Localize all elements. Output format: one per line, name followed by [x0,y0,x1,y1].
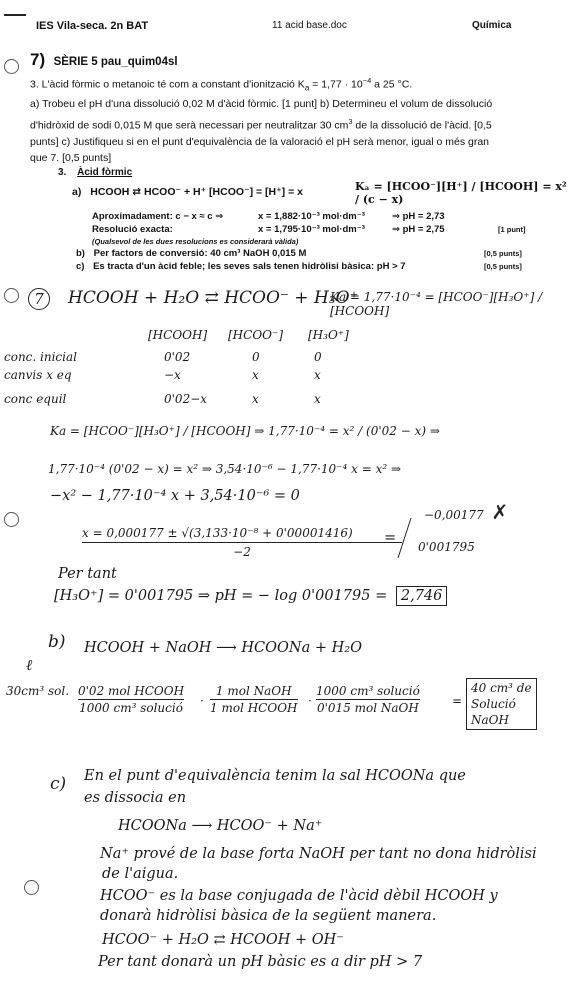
hw-root-positive: 0'001795 [418,540,475,554]
statement-line: que 7. [0,5 punts] [30,152,112,165]
hw-question-number: 7 [28,288,50,310]
header-subject: Química [472,20,512,31]
hw-part-c-line: Per tant donarà un pH bàsic es a dir pH > 7 [98,954,423,970]
ka-formula: Kₐ = [HCOO⁻][H⁺] / [HCOOH] = x² / (c − x) [355,180,567,206]
question-title: SÈRIE 5 pau_quim04sl [53,56,178,68]
hw-ka-expression: Ka = [HCOO⁻][H₃O⁺] / [HCOOH] ⇒ 1,77·10⁻⁴ = x² / (0'02 − x) ⇒ [50,424,440,438]
hw-equation: HCOOH + H₂O ⇄ HCOO⁻ + H₃O⁺ [68,288,359,308]
solution-heading: 3. Àcid fòrmic [58,167,133,178]
ph-result-box: 2,746 [396,586,448,606]
hw-table-row: conc equil 0'02−x x x [4,392,321,406]
question-statement [30,74,545,166]
hw-part-b-result: 40 cm³ de Solució NaOH [466,678,537,730]
hw-factor: 1 mol NaOH 1 mol HCOOH [210,684,298,715]
hw-part-c-line: HCOO⁻ + H₂O ⇄ HCOOH + OH⁻ [102,932,344,948]
hw-table-row: conc. inicial 0'02 0 0 [4,350,322,364]
question-number: 7) [30,50,46,69]
hw-part-b-label: b) [48,632,66,652]
hw-root-negative: −0,00177 ✗ [424,500,509,524]
solution-c-row: c) Es tracta d'un àcid feble; les seves sals tenen hidròlisi bàsica: pH > 7 [0,5 punts] [76,261,522,272]
hw-table-header: [HCOOH] [HCOO⁻] [H₃O⁺] [148,328,349,342]
header-school: IES Vila-seca. 2n BAT [36,20,149,32]
question-title-row [30,50,178,70]
hw-dot: · [200,694,204,708]
hw-part-c-line: HCOONa ⟶ HCOO⁻ + Na⁺ [118,818,323,834]
hw-part-c-label: c) [50,774,67,794]
hw-part-b-start: 30cm³ sol. [6,684,70,698]
hw-ph-calc: [H₃O⁺] = 0'001795 ⇒ pH = − log 0'001795 = 2,746 [54,588,447,604]
hw-pertant: Per tant [58,566,117,582]
hw-part-c-line: En el punt d'equivalència tenim la sal HCOONa que [84,768,466,784]
hw-part-c-line: HCOO⁻ es la base conjugada de l'àcid dèbil HCOOH y [100,888,498,904]
punch-hole [4,288,19,303]
exact-row: Resolució exacta: x = 1,795·10⁻³ mol·dm⁻³ ⇒ pH = 2,75 [1 punt] [92,224,526,235]
hw-squiggle: ℓ [26,656,33,674]
statement-line: d'hidròxid de sodi 0,015 M que serà necessari per neutralitzar 30 $cm^3$ de la dissolució de l'àcid. [0,5 [30,116,492,132]
hw-dot: · [308,694,312,708]
statement-line: punts] c) Justifiqueu si en el punt d'equivalència de la valoració el pH serà menor, igual o més gran [30,135,490,148]
approx-row: Aproximadament: c − x ≈ c ⇒ x = 1,882·10⁻³ mol·dm⁻³ ⇒ pH = 2,73 [92,211,445,222]
statement-line: 3. L'àcid fòrmic o metanoic té com a constant d'ionització $K_a = 1,77 \cdot 10^{-4}$ a 25 °C. [30,76,413,93]
solution-a-row: a) HCOOH ⇄ HCOO⁻ + H⁺ [HCOO⁻] = [H⁺] = x [72,186,303,198]
hw-ka: Ka = 1,77·10⁻⁴ = [HCOO⁻][H₃O⁺] / [HCOOH] [330,290,543,318]
punch-hole [4,512,19,527]
hw-factor: 0'02 mol HCOOH 1000 cm³ solució [78,684,185,715]
solution-b-row: b) Per factors de conversió: 40 cm³ NaOH 0,015 M [0,5 punts] [76,248,522,259]
solution-note: (Qualsevol de les dues resolucions es considerarà vàlida) [92,237,299,246]
statement-line: a) Trobeu el pH d'una dissolució 0,02 M d'àcid fòrmic. [1 punt] b) Determineu el volum de dissolució [30,98,493,111]
hw-quadratic-formula: x = 0,000177 ± √(3,133·10⁻⁸ + 0'00001416) −2 [82,526,402,559]
hw-equation-step: 1,77·10⁻⁴ (0'02 − x) = x² ⇒ 3,54·10⁻⁶ − 1,77·10⁻⁴ x = x² ⇒ [48,462,402,476]
punch-hole [24,880,39,895]
hw-equals: = [452,694,463,708]
hw-part-c-line: es dissocia en [84,790,187,806]
hw-part-c-line: de l'aigua. [102,866,179,882]
punch-hole [4,59,19,74]
hw-part-c-line: Na⁺ prové de la base forta NaOH per tant no dona hidròlisi [100,846,537,862]
hw-table-row: canvis x eq −x x x [4,368,321,382]
hw-part-b-equation: HCOOH + NaOH ⟶ HCOONa + H₂O [84,640,362,656]
header-filename: 11 acid base.doc [272,20,347,31]
hw-quadratic: −x² − 1,77·10⁻⁴ x + 3,54·10⁻⁶ = 0 [50,488,300,504]
hw-part-c-line: donarà hidròlisi bàsica de la següent manera. [100,908,437,924]
hw-factor: 1000 cm³ solució 0'015 mol NaOH [316,684,420,715]
hw-equals: = [384,530,397,546]
crossed-out-mark: ✗ [491,500,509,524]
header-dash [4,14,26,16]
